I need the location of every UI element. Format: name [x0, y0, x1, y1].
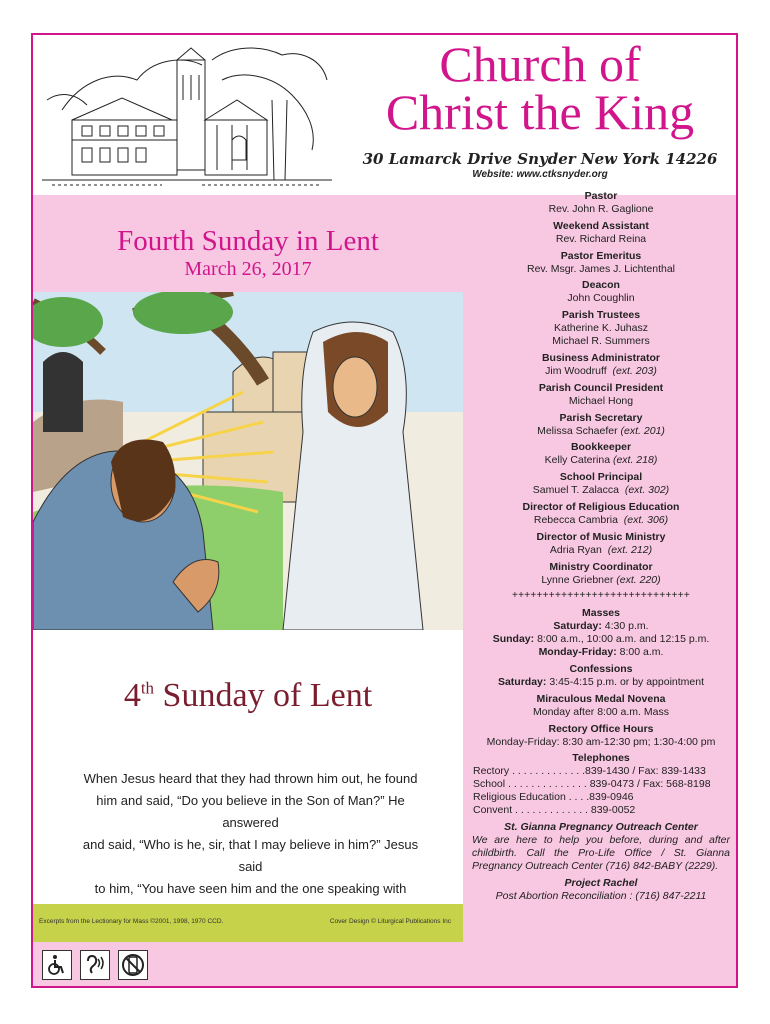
gospel-line: When Jesus heard that they had thrown him out, he found: [83, 771, 418, 786]
section-divider: +++++++++++++++++++++++++++++: [511, 590, 691, 602]
lectionary-title: [33, 677, 463, 715]
staff-entry: [468, 454, 734, 467]
staff-extension: (ext. 201): [620, 424, 665, 437]
rachel-heading: Project Rachel: [564, 876, 638, 889]
staff-role: Weekend Assistant: [553, 219, 649, 232]
church-website[interactable]: Website: www.ctksnyder.org: [472, 169, 608, 180]
staff-name: Melissa Schaefer: [537, 424, 618, 437]
staff-extension: (ext. 306): [623, 513, 669, 526]
staff-extension: (ext. 212): [607, 543, 653, 556]
church-name: [350, 36, 730, 140]
staff-role: Pastor: [584, 190, 618, 202]
staff-name: Michael R. Summers: [552, 335, 650, 348]
staff-entry: [468, 574, 734, 587]
staff-name: Katherine K. Juhasz: [554, 322, 648, 335]
novena-heading: Miraculous Medal Novena: [536, 692, 666, 705]
staff-entry: [468, 425, 734, 438]
sunday-title: Fourth Sunday in Lent: [117, 225, 379, 257]
masses-heading: Masses: [582, 607, 620, 620]
staff-name: Michael Hong: [568, 394, 634, 407]
schedule-label: Saturday:: [497, 675, 547, 688]
staff-name: Rebecca Cambria: [533, 513, 618, 526]
phone-line: Rectory . . . . . . . . . . . . .839-1430 / Fax: 839-1433: [473, 765, 706, 778]
gianna-heading: St. Gianna Pregnancy Outreach Center: [504, 820, 698, 833]
schedule-label: Saturday:: [553, 620, 602, 633]
lectionary-ordinal: th: [140, 678, 155, 698]
phone-line: Religious Education . . . .839-0946: [473, 791, 634, 804]
telephones-heading: Telephones: [572, 752, 630, 765]
schedule-value: 8:00 a.m.: [619, 646, 664, 659]
staff-role: Business Administrator: [541, 351, 661, 364]
staff-name: Jim Woodruff: [545, 364, 607, 377]
cover-illustration: [33, 292, 463, 630]
staff-role: Ministry Coordinator: [549, 560, 653, 573]
staff-extension: (ext. 203): [612, 364, 657, 377]
confessions-time: [468, 676, 734, 689]
lectionary-credit: Excerpts from the Lectionary for Mass ©2001, 1998, 1970 CCD.: [39, 918, 224, 925]
staff-role: Parish Council President: [538, 381, 664, 394]
mass-weekday: [468, 646, 734, 659]
staff-extension: (ext. 218): [612, 454, 658, 467]
phone-line: Convent . . . . . . . . . . . . . 839-0052: [473, 804, 636, 817]
gianna-text: We are here to help you before, during and after childbirth. Call the Pro-Life Office / St. Gianna Pregnancy Outreach Center (716) 842-BABY (2229).: [472, 833, 730, 872]
sunday-date: March 26, 2017: [184, 258, 312, 280]
staff-role: Director of Music Ministry: [536, 530, 666, 543]
rectory-hours: Monday-Friday: 8:30 am-12:30 pm; 1:30-4:00 pm: [486, 735, 716, 748]
novena-time: Monday after 8:00 a.m. Mass: [533, 705, 669, 718]
hearing-assist-icon: [80, 950, 110, 980]
schedule-value: 4:30 p.m.: [604, 620, 649, 633]
church-address: 30 Lamarck Drive Snyder New York 14226: [362, 150, 718, 168]
staff-entry: [468, 544, 734, 557]
staff-name: Rev. Msgr. James J. Lichtenthal: [526, 262, 676, 275]
staff-role: Parish Trustees: [561, 309, 641, 322]
staff-name: John Coughlin: [567, 292, 635, 305]
staff-role: Pastor Emeritus: [560, 249, 642, 262]
staff-entry: [468, 514, 734, 527]
gospel-line: and said, “Who is he, sir, that I may believe in him?” Jesus said: [82, 837, 419, 874]
schedule-label: Sunday:: [492, 633, 535, 646]
cover-footer: [33, 904, 463, 942]
schedule-value: 8:00 a.m., 10:00 a.m. and 12:15 p.m.: [537, 633, 710, 646]
telephone-list: [473, 765, 729, 817]
church-name-line1: Church of: [439, 36, 641, 92]
staff-role: Parish Secretary: [559, 411, 643, 424]
staff-name: Adria Ryan: [549, 543, 602, 556]
accessibility-icons: [42, 950, 148, 982]
no-phone-icon: [118, 950, 148, 980]
church-name-line2: Christ the King: [385, 84, 695, 140]
schedule-value: 3:45-4:15 p.m. or by appointment: [549, 675, 705, 688]
staff-name: Kelly Caterina: [544, 454, 611, 467]
confessions-heading: Confessions: [569, 663, 633, 675]
staff-role: Deacon: [582, 279, 620, 292]
mass-sunday: [468, 633, 734, 646]
staff-entry: [468, 484, 734, 497]
rectory-hours-heading: Rectory Office Hours: [548, 722, 654, 735]
staff-extension: (ext. 302): [624, 484, 670, 497]
wheelchair-icon: [42, 950, 72, 980]
staff-role: Director of Religious Education: [522, 501, 680, 514]
phone-line: School . . . . . . . . . . . . . . 839-0473 / Fax: 568-8198: [473, 778, 711, 791]
staff-extension: (ext. 220): [616, 573, 661, 586]
parish-directory: [468, 190, 734, 902]
gospel-line: to him, “You have seen him and the one speaking with: [94, 881, 407, 896]
staff-name: Samuel T. Zalacca: [532, 484, 619, 497]
cover-panel: [33, 292, 463, 942]
staff-name: Rev. Richard Reina: [555, 232, 647, 245]
gospel-line: him and said, “Do you believe in the Son of Man?” He answered: [96, 793, 405, 830]
staff-name: Lynne Griebner: [541, 573, 614, 586]
staff-name: Rev. John R. Gaglione: [548, 202, 654, 215]
church-illustration: [42, 40, 332, 190]
rachel-text: Post Abortion Reconciliation : (716) 847-2211: [495, 889, 707, 902]
staff-role: Bookkeeper: [570, 441, 632, 454]
schedule-label: Monday-Friday:: [538, 646, 617, 659]
cover-design-credit: Cover Design © Liturgical Publications Inc: [329, 918, 451, 925]
staff-entry: [468, 365, 734, 378]
lectionary-number: 4: [123, 677, 141, 714]
mass-saturday: [468, 620, 734, 633]
lectionary-rest: Sunday of Lent: [154, 677, 373, 714]
staff-role: School Principal: [559, 471, 643, 484]
